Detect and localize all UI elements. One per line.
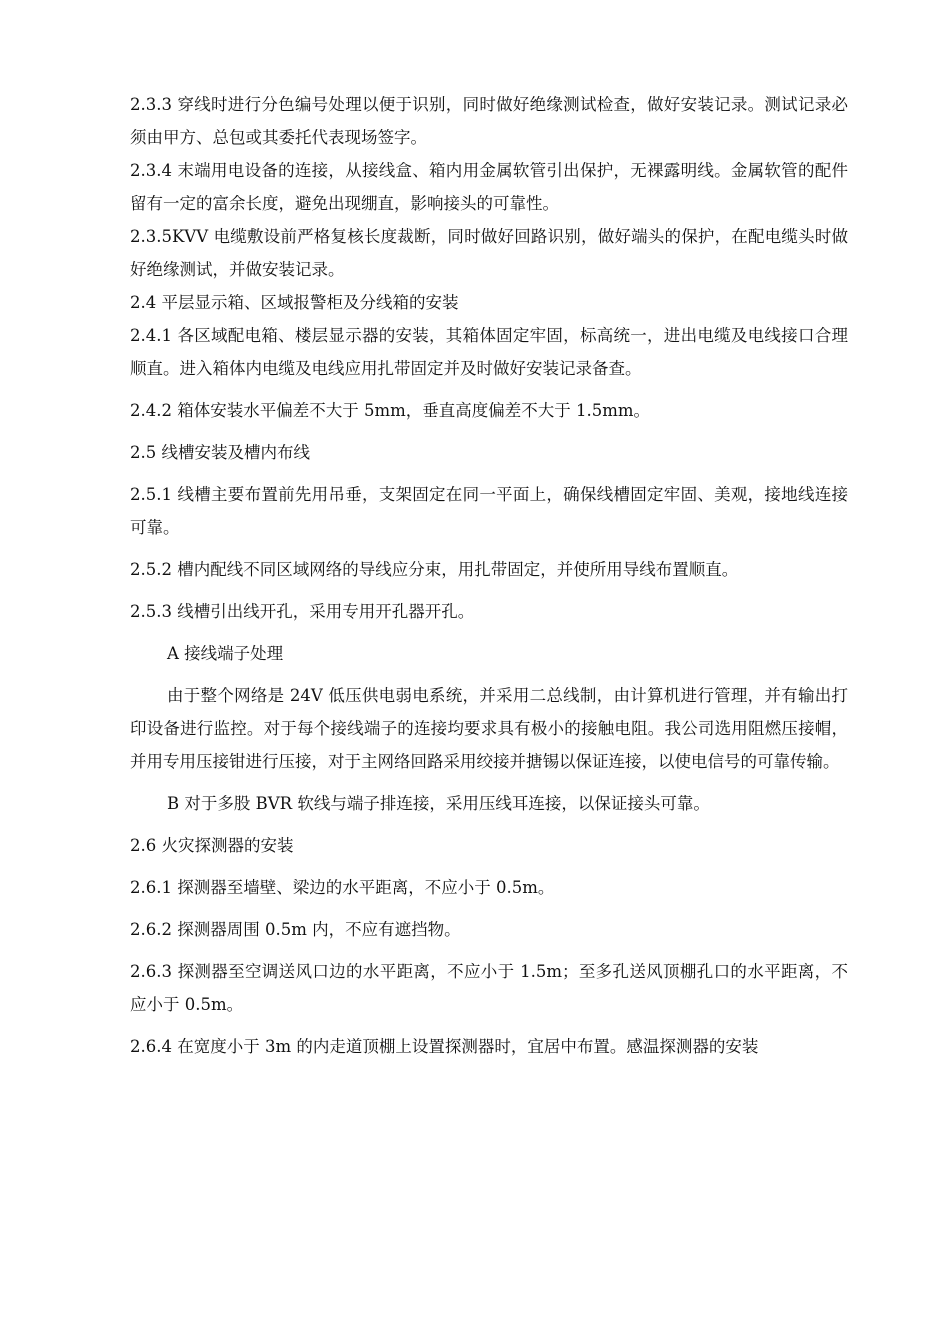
paragraph-2-6-2: 2.6.2 探测器周围 0.5m 内，不应有遮挡物。 <box>130 920 461 939</box>
paragraph-2-6-1: 2.6.1 探测器至墙壁、梁边的水平距离，不应小于 0.5m。 <box>130 878 555 897</box>
paragraph-2-4-2: 2.4.2 箱体安装水平偏差不大于 5mm，垂直高度偏差不大于 1.5mm。 <box>130 401 651 420</box>
subheading-a: A 接线端子处理 <box>167 644 284 663</box>
heading-2-4: 2.4 平层显示箱、区域报警柜及分线箱的安装 <box>130 293 459 312</box>
heading-2-6: 2.6 火灾探测器的安装 <box>130 836 294 855</box>
document-page <box>130 88 848 1063</box>
paragraph-2-4-1: 2.4.1 各区域配电箱、楼层显示器的安装，其箱体固定牢固，标高统一，进出电缆及电线接口合理顺直。进入箱体内电缆及电线应用扎带固定并及时做好安装记录备查。 <box>130 326 848 378</box>
paragraph-2-6-3: 2.6.3 探测器至空调送风口边的水平距离，不应小于 1.5m；至多孔送风顶棚孔口的水平距离，不应小于 0.5m。 <box>130 962 848 1014</box>
paragraph-2-3-5: 2.3.5KVV 电缆敷设前严格复核长度裁断，同时做好回路识别，做好端头的保护，在配电缆头时做好绝缘测试，并做安装记录。 <box>130 227 848 279</box>
paragraph-2-3-4: 2.3.4 末端用电设备的连接，从接线盒、箱内用金属软管引出保护，无裸露明线。金属软管的配件留有一定的富余长度，避免出现绷直，影响接头的可靠性。 <box>130 161 848 213</box>
paragraph-2-6-4: 2.6.4 在宽度小于 3m 的内走道顶棚上设置探测器时，宜居中布置。感温探测器的安装 <box>130 1037 759 1056</box>
paragraph-2-3-3: 2.3.3 穿线时进行分色编号处理以便于识别，同时做好绝缘测试检查，做好安装记录。测试记录必须由甲方、总包或其委托代表现场签字。 <box>130 95 848 147</box>
paragraph-b: B 对于多股 BVR 软线与端子排连接，采用压线耳连接，以保证接头可靠。 <box>167 794 710 813</box>
paragraph-2-5-2: 2.5.2 槽内配线不同区域网络的导线应分束，用扎带固定，并使所用导线布置顺直。 <box>130 560 739 579</box>
paragraph-2-5-3: 2.5.3 线槽引出线开孔，采用专用开孔器开孔。 <box>130 602 475 621</box>
paragraph-2-5-1: 2.5.1 线槽主要布置前先用吊垂，支架固定在同一平面上，确保线槽固定牢固、美观，接地线连接可靠。 <box>130 485 848 537</box>
paragraph-a-body: 由于整个网络是 24V 低压供电弱电系统，并采用二总线制，由计算机进行管理，并有输出打印设备进行监控。对于每个接线端子的连接均要求具有极小的接触电阻。我公司选用阻燃压接帽，并用专用压接钳进行压接，对于主网络回路采用绞接并搪锡以保证连接，以使电信号的可靠传输。 <box>130 686 848 771</box>
heading-2-5: 2.5 线槽安装及槽内布线 <box>130 443 310 462</box>
